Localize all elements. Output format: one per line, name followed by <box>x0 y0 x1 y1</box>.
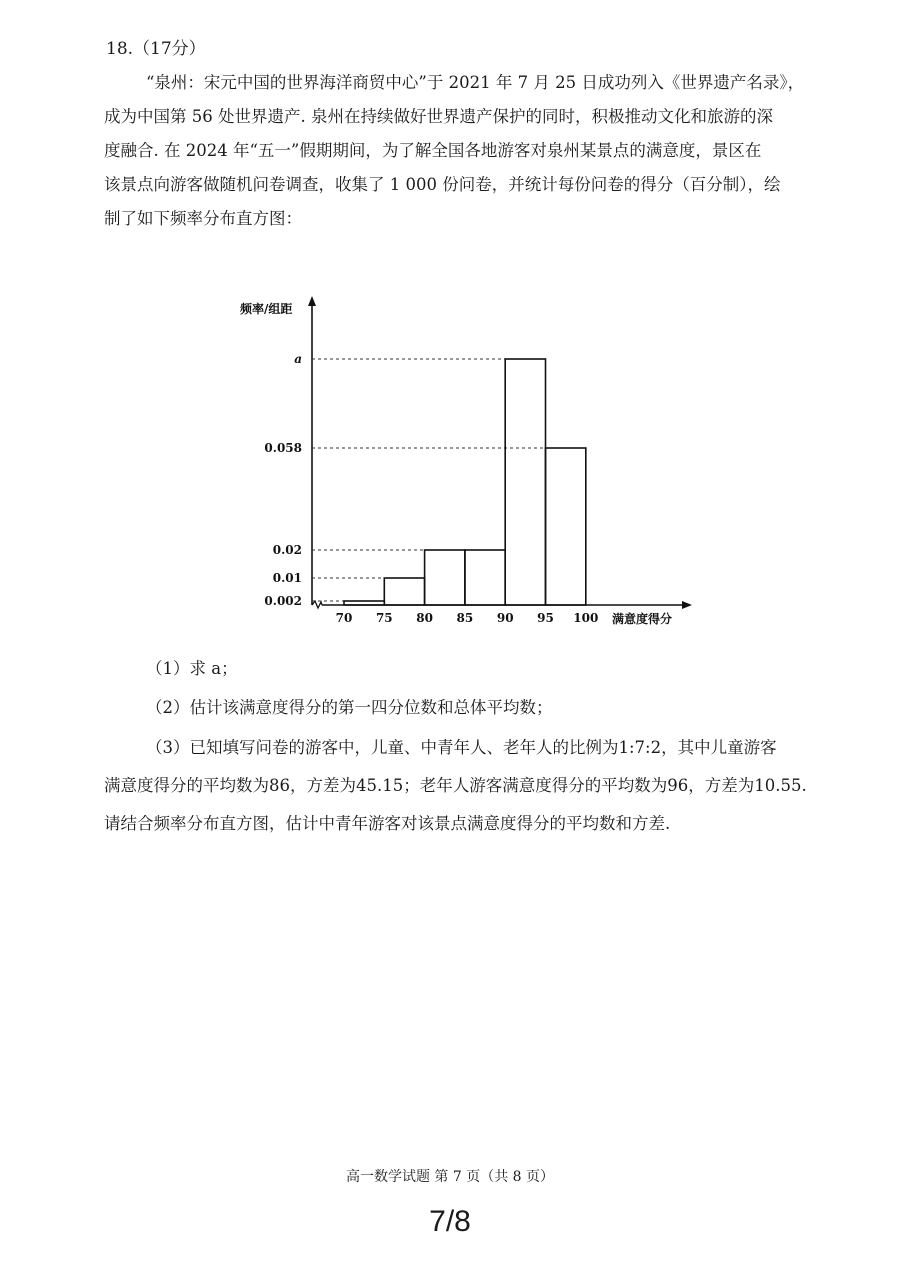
x-tick-label: 95 <box>537 611 554 625</box>
x-axis-arrow <box>682 601 692 609</box>
x-tick-label: 75 <box>375 611 393 625</box>
page-counter: 7/8 <box>429 1205 471 1238</box>
y-tick-label: a <box>294 352 302 366</box>
x-axis-label: 满意度得分 <box>612 612 673 626</box>
x-tick-label: 70 <box>335 611 353 625</box>
histogram-bar <box>505 359 545 605</box>
y-axis-arrow <box>308 296 316 306</box>
histogram-bar <box>465 550 505 605</box>
intro-line: 成为中国第 56 处世界遗产. 泉州在持续做好世界遗产保护的同时，积极推动文化和旅游的深 <box>104 107 773 126</box>
intro-line: 度融合. 在 2024 年“五一”假期期间，为了解全国各地游客对泉州某景点的满意度，景区在 <box>104 141 762 160</box>
y-tick-label: 0.02 <box>272 543 302 557</box>
x-tick-label: 80 <box>416 611 433 625</box>
y-tick-label: 0.058 <box>264 441 302 455</box>
part-3 <box>104 729 834 843</box>
question-number: 18.（17分） <box>106 39 206 59</box>
histogram-bar <box>546 448 586 605</box>
intro-line: “泉州：宋元中国的世界海洋商贸中心”于 2021 年 7 月 25 日成功列入《世界遗产名录》， <box>146 73 805 92</box>
intro-line: 该景点向游客做随机问卷调查，收集了 1 000 份问卷，并统计每份问卷的得分（百分制），绘 <box>104 175 781 194</box>
y-tick-label: 0.01 <box>272 571 302 585</box>
part-2: （2）估计该满意度得分的第一四分位数和总体平均数； <box>146 698 553 717</box>
x-tick-label: 90 <box>496 611 514 625</box>
y-tick-label: 0.002 <box>264 594 302 608</box>
x-tick-label: 85 <box>456 611 474 625</box>
histogram-bar <box>384 578 424 605</box>
histogram-bar <box>344 601 384 605</box>
page-footer: 高一数学试题 第 7 页（共 8 页） <box>345 1169 555 1185</box>
part-3-line: （3）已知填写问卷的游客中，儿童、中青年人、老年人的比例为1:7:2，其中儿童游客 <box>146 738 777 757</box>
x-tick-label: 100 <box>573 611 599 625</box>
part-3-line: 请结合频率分布直方图，估计中青年游客对该景点满意度得分的平均数和方差. <box>104 814 671 833</box>
intro-line: 制了如下频率分布直方图： <box>104 209 302 228</box>
y-axis-label: 频率/组距 <box>240 302 293 316</box>
part-3-line: 满意度得分的平均数为86，方差为45.15；老年人游客满意度得分的平均数为96，方差为10.55. <box>104 776 807 795</box>
axis-break-mark <box>312 601 322 608</box>
part-1: （1）求 a； <box>146 659 238 678</box>
histogram-bar <box>425 550 465 605</box>
